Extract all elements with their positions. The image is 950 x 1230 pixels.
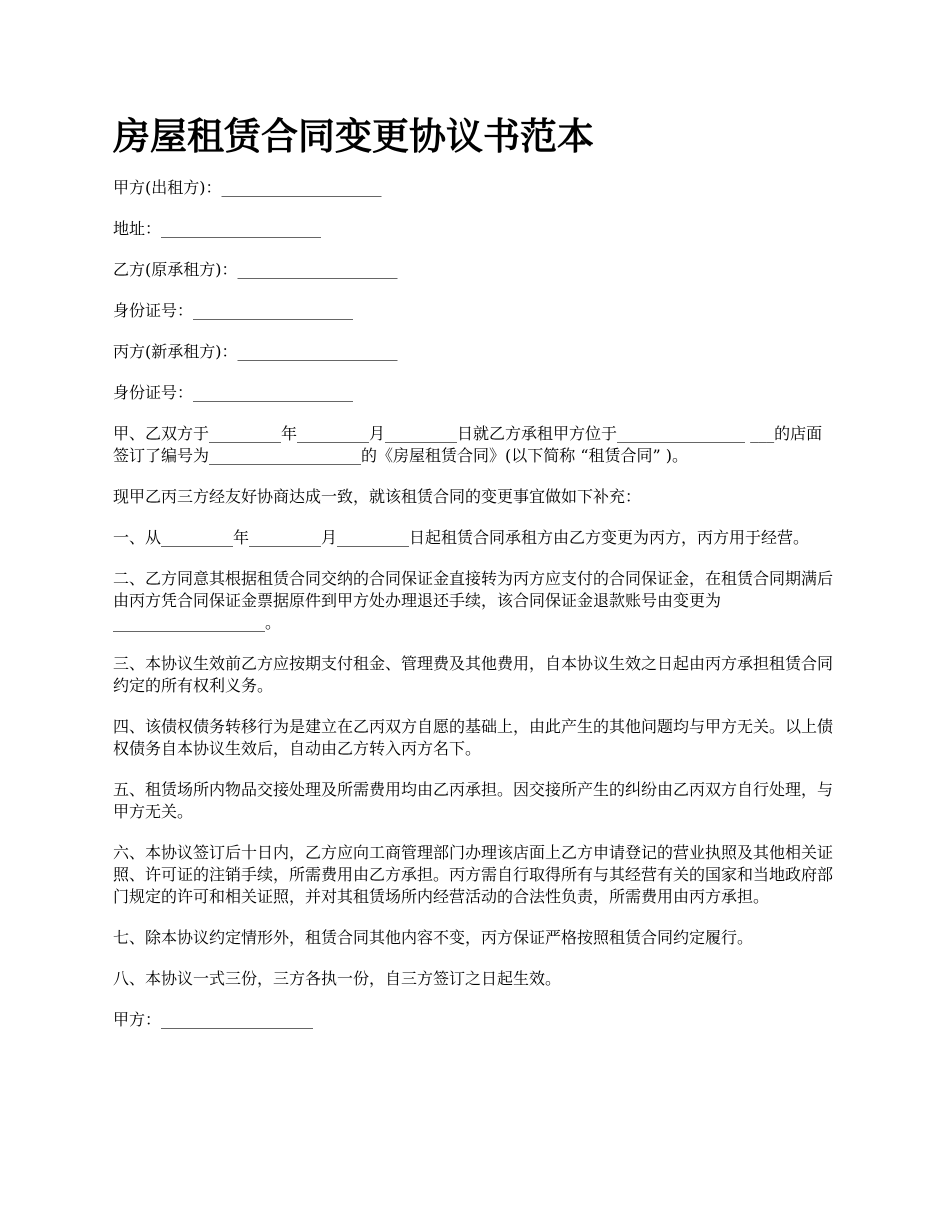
party-b-original-lessee-field: 乙方(原承租方)：____________________ xyxy=(113,260,398,279)
document-body xyxy=(113,177,838,1050)
document-title: 房屋租赁合同变更协议书范本 xyxy=(113,114,594,158)
clause-5-paragraph: 五、租赁场所内物品交接处理及所需费用均由乙丙承担。因交接所产生的纠纷由乙丙双方自行处理，与甲方无关。 xyxy=(113,780,834,821)
party-a-lessor-field: 甲方(出租方)：____________________ xyxy=(113,178,382,197)
party-c-id-number-field: 身份证号：____________________ xyxy=(113,383,354,402)
party-a-signature-field: 甲方：___________________ xyxy=(113,1010,314,1029)
clause-2-paragraph: 二、乙方同意其根据租赁合同交纳的合同保证金直接转为丙方应支付的合同保证金，在租赁合同期满后由丙方凭合同保证金票据原件到甲方处办理退还手续，该合同保证金退款账号由变更为___________________。 xyxy=(113,569,834,632)
clause-6-paragraph: 六、本协议签订后十日内，乙方应向工商管理部门办理该店面上乙方申请登记的营业执照及其他相关证照、许可证的注销手续，所需费用由乙方承担。丙方需自行取得所有与其经营有关的国家和当地政府部门规定的许可和相关证照，并对其租赁场所内经营活动的合法性负责，所需费用由丙方承担。 xyxy=(113,843,834,906)
agreement-intro-paragraph: 现甲乙丙三方经友好协商达成一致，就该租赁合同的变更事宜做如下补充： xyxy=(113,487,642,506)
clause-4-paragraph: 四、该债权债务转移行为是建立在乙丙双方自愿的基础上，由此产生的其他问题均与甲方无关。以上债权债务自本协议生效后，自动由乙方转入丙方名下。 xyxy=(113,717,834,758)
clause-3-paragraph: 三、本协议生效前乙方应按期支付租金、管理费及其他费用，自本协议生效之日起由丙方承担租赁合同约定的所有权利义务。 xyxy=(113,654,834,695)
contract-background-paragraph: 甲、乙双方于_________年_________月_________日就乙方承租甲方位于________________ ___的店面签订了编号为___________________的《房屋租赁合同》(以下简称 “租赁合同” )。 xyxy=(113,424,823,465)
address-field: 地址：____________________ xyxy=(113,219,322,238)
clause-8-paragraph: 八、本协议一式三份，三方各执一份，自三方签订之日起生效。 xyxy=(113,969,562,988)
clause-7-paragraph: 七、除本协议约定情形外，租赁合同其他内容不变，丙方保证严格按照租赁合同约定履行。 xyxy=(113,928,754,947)
clause-1-paragraph: 一、从_________年_________月_________日起租赁合同承租方由乙方变更为丙方，丙方用于经营。 xyxy=(113,528,810,547)
party-c-new-lessee-field: 丙方(新承租方)：____________________ xyxy=(113,342,398,361)
party-b-id-number-field: 身份证号：____________________ xyxy=(113,301,354,320)
